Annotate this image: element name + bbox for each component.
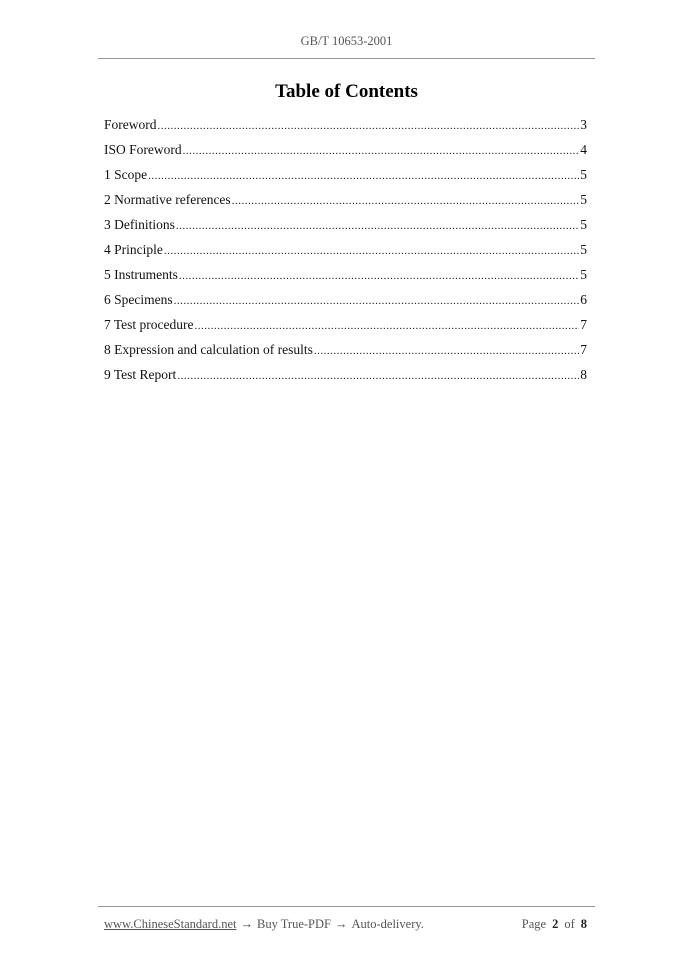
header-divider <box>98 58 595 59</box>
toc-entry-page: 3 <box>580 117 587 132</box>
dot-leader <box>232 195 580 207</box>
toc-entry[interactable] <box>104 142 587 167</box>
dot-leader <box>177 370 579 382</box>
toc-entry-page: 8 <box>580 367 587 382</box>
toc-entry[interactable] <box>104 192 587 217</box>
dot-leader <box>148 170 579 182</box>
toc-entry-page: 5 <box>580 217 587 232</box>
toc-entry-page: 5 <box>580 167 587 182</box>
site-link[interactable]: www.ChineseStandard.net <box>104 917 237 931</box>
dot-leader <box>158 120 580 132</box>
toc-entry-page: 6 <box>580 292 587 307</box>
dot-leader <box>179 270 579 282</box>
current-page-number: 2 <box>552 917 559 931</box>
toc-entry-page: 7 <box>580 317 587 332</box>
arrow-right-icon: → <box>335 917 348 931</box>
toc-entry[interactable] <box>104 117 587 142</box>
toc-entry-label: 8 Expression and calculation of results <box>104 342 313 357</box>
toc-entry-label: 3 Definitions <box>104 217 175 232</box>
toc-entry[interactable] <box>104 367 587 392</box>
toc-list <box>104 117 587 392</box>
toc-entry[interactable] <box>104 317 587 342</box>
toc-title: Table of Contents <box>275 81 418 102</box>
footer-divider <box>98 906 595 907</box>
toc-entry-label: 9 Test Report <box>104 367 177 382</box>
toc-entry-page: 4 <box>580 142 587 157</box>
toc-entry[interactable] <box>104 292 587 317</box>
total-pages-number: 8 <box>580 917 587 931</box>
toc-entry[interactable] <box>104 217 587 242</box>
toc-entry-label: 7 Test procedure <box>104 317 194 332</box>
dot-leader <box>183 145 580 157</box>
page-header <box>0 34 693 49</box>
dot-leader <box>164 245 579 257</box>
delivery-text: Auto-delivery. <box>351 917 424 931</box>
of-word: of <box>564 917 575 931</box>
toc-entry[interactable] <box>104 242 587 267</box>
standard-code: GB/T 10653-2001 <box>300 34 393 48</box>
toc-entry-label: ISO Foreword <box>104 142 182 157</box>
toc-entry-page: 5 <box>580 242 587 257</box>
toc-entry-label: 5 Instruments <box>104 267 178 282</box>
page-footer <box>104 917 587 932</box>
toc-entry-label: 4 Principle <box>104 242 163 257</box>
toc-entry-label: Foreword <box>104 117 157 132</box>
toc-entry-page: 5 <box>580 192 587 207</box>
toc-entry-label: 6 Specimens <box>104 292 173 307</box>
page-indicator <box>522 917 587 932</box>
toc-entry-label: 2 Normative references <box>104 192 231 207</box>
buy-pdf-text: Buy True-PDF <box>257 917 331 931</box>
footer-promo <box>104 917 424 932</box>
page-word: Page <box>521 917 547 931</box>
toc-entry[interactable] <box>104 267 587 292</box>
dot-leader <box>176 220 579 232</box>
toc-entry[interactable] <box>104 167 587 192</box>
dot-leader <box>314 345 579 357</box>
toc-entry-page: 5 <box>580 267 587 282</box>
toc-entry[interactable] <box>104 342 587 367</box>
dot-leader <box>195 320 580 332</box>
toc-entry-page: 7 <box>580 342 587 357</box>
toc-entry-label: 1 Scope <box>104 167 148 182</box>
arrow-right-icon: → <box>240 917 253 931</box>
dot-leader <box>174 295 580 307</box>
